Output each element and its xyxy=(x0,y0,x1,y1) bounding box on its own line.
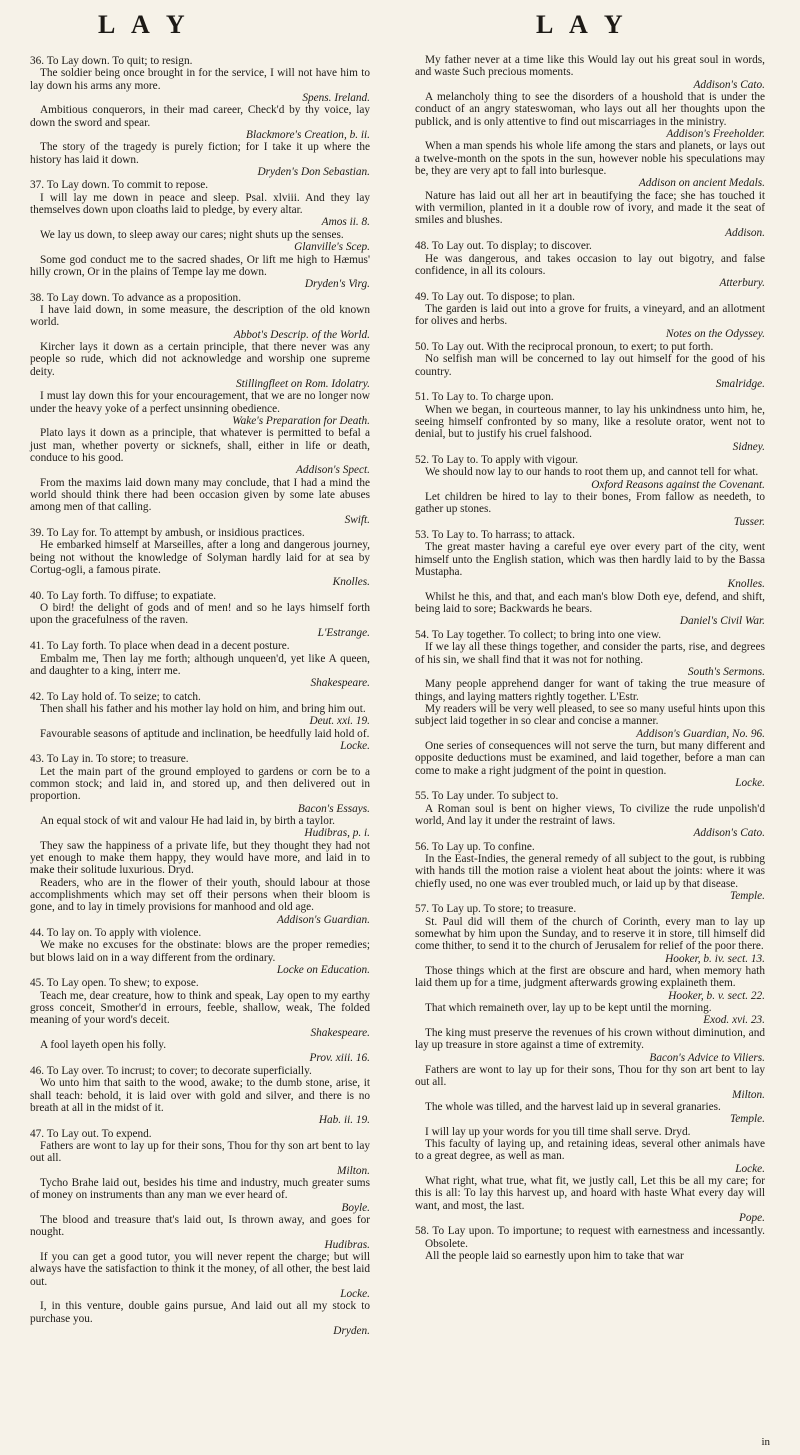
quotation: Readers, who are in the flower of their youth, should labour at those accomplishments which may set off their persons when their bloom is gone, and to lay in timely provisions for manhood and old age. xyxy=(30,876,370,914)
right-column xyxy=(415,54,765,1262)
citation: Addison's Spect. xyxy=(296,464,370,477)
left-column xyxy=(30,54,370,1337)
quotation: My father never at a time like this Would lay out his great soul in words, and waste Such precious moments. xyxy=(415,54,765,79)
quotation: Teach me, dear creature, how to think and speak, Lay open to my earthy gross conceit, Smother'd in errours, feeble, shallow, weak, The folded meaning of your word's deceit. xyxy=(30,989,370,1027)
quotation: This faculty of laying up, and retaining ideas, several other animals have to a great degree, as well as man. xyxy=(415,1137,765,1163)
citation: Smalridge. xyxy=(715,377,765,390)
entry-heading: 49. To Lay out. To dispose; to plan. xyxy=(415,290,575,303)
quotation: Favourable seasons of aptitude and inclination, be heedfully laid hold of. xyxy=(40,727,370,740)
citation: L'Estrange. xyxy=(317,626,370,639)
quotation: We lay us down, to sleep away our cares; night shuts up the senses. xyxy=(40,228,344,241)
quotation: I have laid down, in some measure, the description of the old known world. xyxy=(30,303,370,329)
citation: Knolles. xyxy=(332,576,370,589)
running-head-right: L A Y xyxy=(536,10,629,39)
citation: Shakespeare. xyxy=(310,677,370,690)
citation: Daniel's Civil War. xyxy=(679,615,765,628)
citation: Exod. xvi. 23. xyxy=(703,1014,765,1027)
quotation: Kircher lays it down as a certain principle, that there never was any people so rude, which did not acknowledge and worship one supreme deity. xyxy=(30,340,370,378)
quotation: Then shall his father and his mother lay hold on him, and bring him out. xyxy=(40,702,366,715)
citation: Addison on ancient Medals. xyxy=(638,177,765,190)
quotation: One series of consequences will not serve the turn, but many different and opposite deductions must be examined, and laid together, before a man can come to make a right judgment of the point in question. xyxy=(415,739,765,777)
citation: Temple. xyxy=(729,1113,765,1126)
citation: Wake's Preparation for Death. xyxy=(232,414,370,427)
quotation: That which remaineth over, lay up to be kept until the morning. xyxy=(425,1002,712,1015)
catchword: in xyxy=(761,1436,770,1448)
citation: Locke on Education. xyxy=(276,964,370,977)
entry-heading: 36. To Lay down. To quit; to resign. xyxy=(30,55,193,67)
quotation: Fathers are wont to lay up for their sons, Thou for thy son art bent to lay out all. xyxy=(415,1063,765,1089)
quotation: My readers will be very well pleased, to see so many useful hints upon this subject laid together in so clear and concise a manner. xyxy=(415,702,765,728)
citation: Addison's Freeholder. xyxy=(666,128,765,141)
citation: Milton. xyxy=(732,1088,765,1101)
citation: Dryden's Don Sebastian. xyxy=(257,166,370,179)
citation: Knolles. xyxy=(727,578,765,591)
entry-heading: 52. To Lay to. To apply with vigour. xyxy=(415,454,579,466)
quotation: The garden is laid out into a grove for fruits, a vineyard, and an allotment for olives and herbs. xyxy=(415,302,765,328)
citation: Bacon's Advice to Viliers. xyxy=(649,1051,765,1064)
citation: Addison's Guardian, No. 96. xyxy=(636,727,765,740)
quotation: Those things which at the first are obscure and hard, when memory hath laid them up for a time, judgment afterwards growing explaineth them. xyxy=(415,965,765,990)
citation: Glanville's Scep. xyxy=(294,241,370,254)
quotation: Tycho Brahe laid out, besides his time and industry, much greater sums of money on instruments than any man we ever heard of. xyxy=(30,1176,370,1202)
quotation: Let the main part of the ground employed to gardens or corn be to a common stock; and laid in, and stored up, and then delivered out in proportion. xyxy=(30,765,370,803)
quotation: I will lay me down in peace and sleep. Psal. xlviii. And they lay themselves down upon cloaths laid to pledge, by every altar. xyxy=(30,191,370,217)
entry-heading: 55. To Lay under. To subject to. xyxy=(415,790,559,803)
quotation: Many people apprehend danger for want of taking the true measure of things, and laying matters rightly together. L'Estr. xyxy=(415,678,765,703)
quotation: We should now lay to our hands to root them up, and cannot tell for what. xyxy=(425,466,759,479)
quotation: They saw the happiness of a private life, but they thought they had not yet enough to make them happy, they would have more, and laid in to make their solitude luxurious. Dryd. xyxy=(30,839,370,877)
citation: Prov. xiii. 16. xyxy=(309,1051,370,1064)
quotation: He was dangerous, and takes occasion to lay out bigotry, and false confidence, in all its colours. xyxy=(415,252,765,277)
entry-heading: 46. To Lay over. To incrust; to cover; to decorate superficially. xyxy=(30,1064,312,1077)
citation: Sidney. xyxy=(732,440,765,453)
quotation: I will lay up your words for you till time shall serve. Dryd. xyxy=(425,1125,691,1138)
quotation: All the people laid so earnestly upon him to take that war xyxy=(425,1250,684,1262)
entry-heading: 53. To Lay to. To harrass; to attack. xyxy=(415,529,575,542)
quotation: An equal stock of wit and valour He had laid in, by birth a taylor. xyxy=(40,814,335,827)
citation: Temple. xyxy=(729,890,765,903)
citation: Notes on the Odyssey. xyxy=(665,327,765,340)
entry-heading: 40. To Lay forth. To diffuse; to expatiate. xyxy=(30,589,217,602)
quotation: A fool layeth open his folly. xyxy=(40,1039,167,1052)
citation: Stillingfleet on Rom. Idolatry. xyxy=(236,377,370,390)
citation: Hudibras. xyxy=(324,1238,370,1251)
quotation: St. Paul did will them of the church of Corinth, every man to lay up somewhat by him upon the Sunday, and to reserve it in store, till himself did come thither, to send it to the church of Jerusalem for relief of the poor there. xyxy=(415,915,765,953)
citation: South's Sermons. xyxy=(687,665,765,678)
quotation: A melancholy thing to see the disorders of a houshold that is under the conduct of an angry stateswoman, who lays out all her thoughts upon the publick, and is only attentive to find out miscarriages in the ministry. xyxy=(415,91,765,128)
citation: Locke. xyxy=(735,776,765,789)
citation: Deut. xxi. 19. xyxy=(309,715,370,728)
quotation: Wo unto him that saith to the wood, awake; to the dumb stone, arise, it shall teach: behold, it is laid over with gold and silver, and there is no breath at all in the midst of it. xyxy=(30,1077,370,1114)
quotation: The story of the tragedy is purely fiction; for I take it up where the history has laid it down. xyxy=(30,141,370,166)
quotation: When we began, in courteous manner, to lay his unkindness unto him, he, seeing himself confronted by so many, like a resolute orator, went not to denial, but to justify his cruel falshood. xyxy=(415,403,765,441)
entry-heading: 38. To Lay down. To advance as a proposition. xyxy=(30,291,242,304)
citation: Addison's Guardian. xyxy=(276,913,370,926)
quotation: In the East-Indies, the general remedy of all subject to the gout, is rubbing with hands till the motion raise a violent heat about the joints: where it was chiefly used, no one was ever troubled much, or laid up by that disease. xyxy=(415,853,765,890)
quotation: Whilst he this, and that, and each man's blow Doth eye, defend, and shift, being laid to sore; Backwards he bears. xyxy=(415,590,765,616)
quotation: He embarked himself at Marseilles, after a long and dangerous journey, being not without the knowledge of Solyman hardly laid for at sea by Cortug-ogli, a famous pirate. xyxy=(30,539,370,577)
citation: Spens. Ireland. xyxy=(302,92,370,105)
quotation: Fathers are wont to lay up for their sons, Thou for thy son art bent to lay out all. xyxy=(30,1139,370,1165)
quotation: We make no excuses for the obstinate: blows are the proper remedies; but blows laid on in a way different from the ordinary. xyxy=(30,939,370,964)
citation: Dryden's Virg. xyxy=(304,278,370,291)
citation: Locke. xyxy=(340,739,370,752)
citation: Boyle. xyxy=(341,1201,370,1214)
entry-heading: 37. To Lay down. To commit to repose. xyxy=(30,179,209,192)
entry-heading: 58. To Lay upon. To importune; to request with earnestness and incessantly. Obsolete. xyxy=(415,1225,765,1250)
citation: Addison's Cato. xyxy=(693,827,765,840)
quotation: If we lay all these things together, and consider the parts, rise, and degrees of his sin, we shall find that it was not for nothing. xyxy=(415,641,765,666)
entry-heading: 44. To lay on. To apply with violence. xyxy=(30,927,202,940)
citation: Locke. xyxy=(340,1288,370,1301)
quotation: Some god conduct me to the sacred shades, Or lift me high to Hæmus' hilly crown, Or in the plains of Tempe lay me down. xyxy=(30,253,370,278)
citation: Amos ii. 8. xyxy=(321,216,370,229)
entry-heading: 54. To Lay together. To collect; to bring into one view. xyxy=(415,628,662,641)
entry-heading: 50. To Lay out. With the reciprocal pronoun, to exert; to put forth. xyxy=(415,340,714,353)
entry-heading: 47. To Lay out. To expend. xyxy=(30,1127,152,1140)
quotation: The great master having a careful eye over every part of the city, went himself unto the English station, which was then hardly laid to by the Bassa Mustapha. xyxy=(415,541,765,579)
citation: Bacon's Essays. xyxy=(297,802,370,815)
citation: Abbot's Descrip. of the World. xyxy=(233,328,370,341)
citation: Shakespeare. xyxy=(310,1026,370,1039)
quotation: Embalm me, Then lay me forth; although unqueen'd, yet like A queen, and daughter to a king, interr me. xyxy=(30,652,370,677)
citation: Addison. xyxy=(725,226,765,239)
citation: Dryden. xyxy=(333,1325,370,1338)
citation: Pope. xyxy=(738,1211,765,1224)
quotation: Ambitious conquerors, in their mad career, Check'd by thy voice, lay down the sword and spear. xyxy=(30,104,370,129)
entry-heading: 39. To Lay for. To attempt by ambush, or insidious practices. xyxy=(30,527,305,540)
citation: Hooker, b. iv. sect. 13. xyxy=(665,952,765,965)
quotation: The soldier being once brought in for the service, I will not have him to lay down his arms any more. xyxy=(30,67,370,92)
entry-heading: 56. To Lay up. To confine. xyxy=(415,840,535,853)
quotation: If you can get a good tutor, you will never repent the charge; but will always have the satisfaction to think it the money, of all other, the best laid out. xyxy=(30,1251,370,1288)
entry-heading: 51. To Lay to. To charge upon. xyxy=(415,391,554,404)
citation: Hooker, b. v. sect. 22. xyxy=(668,989,765,1002)
citation: Blackmore's Creation, b. ii. xyxy=(246,129,370,142)
citation: Addison's Cato. xyxy=(693,78,765,91)
quotation: No selfish man will be concerned to lay out himself for the good of his country. xyxy=(415,353,765,378)
quotation: From the maxims laid down many may conclude, that I had a mind the world should think there had been occasion given by some late abuses among men of that calling. xyxy=(30,476,370,514)
quotation: I, in this venture, double gains pursue, And laid out all my stock to purchase you. xyxy=(30,1300,370,1325)
quotation: Nature has laid out all her art in beautifying the face; she has touched it with vermilion, planted in it a double row of ivory, and made it the seat of smiles and blushes. xyxy=(415,189,765,227)
citation: Swift. xyxy=(344,513,370,526)
quotation: O bird! the delight of gods and of men! and so he lays himself forth upon the gracefulness of the raven. xyxy=(30,602,370,627)
quotation: A Roman soul is bent on higher views, To civilize the rude unpolish'd world, And lay it under the restraint of laws. xyxy=(415,802,765,827)
entry-heading: 43. To Lay in. To store; to treasure. xyxy=(30,753,189,766)
citation: Oxford Reasons against the Covenant. xyxy=(591,478,765,491)
citation: Atterbury. xyxy=(719,277,765,290)
citation: Locke. xyxy=(735,1162,765,1175)
citation: Hudibras, p. i. xyxy=(304,827,370,840)
quotation: What right, what true, what fit, we justly call, Let this be all my care; for this is all: To lay this harvest up, and hoard with haste What every day will want, and most, the last. xyxy=(415,1174,765,1212)
quotation: Let children be hired to lay to their bones, From fallow as needeth, to gather up stones. xyxy=(415,491,765,516)
quotation: I must lay down this for your encouragement, that we are no longer now under the heavy yoke of a perfect unsinning obedience. xyxy=(30,390,370,415)
quotation: The whole was tilled, and the harvest laid up in several granaries. xyxy=(425,1100,721,1113)
citation: Milton. xyxy=(337,1164,370,1177)
running-head-left: L A Y xyxy=(98,10,191,39)
quotation: The blood and treasure that's laid out, Is thrown away, and goes for nought. xyxy=(30,1213,370,1239)
quotation: When a man spends his whole life among the stars and planets, or lays out a twelve-month on the spots in the sun, however noble his speculations may be, they are very apt to fall into burlesque. xyxy=(415,140,765,178)
entry-heading: 42. To Lay hold of. To seize; to catch. xyxy=(30,690,201,703)
entry-heading: 41. To Lay forth. To place when dead in a decent posture. xyxy=(30,640,290,653)
entry-heading: 45. To Lay open. To shew; to expose. xyxy=(30,977,199,990)
quotation: Plato lays it down as a principle, that whatever is permitted to befal a just man, whether poverty or sicknefs, shall, either in life or death, conduce to his good. xyxy=(30,427,370,464)
citation: Hab. ii. 19. xyxy=(318,1114,370,1127)
quotation: The king must preserve the revenues of his crown without diminution, and lay up treasure in store against a time of extremity. xyxy=(415,1026,765,1052)
entry-heading: 57. To Lay up. To store; to treasure. xyxy=(415,903,577,916)
entry-heading: 48. To Lay out. To display; to discover. xyxy=(415,240,592,253)
citation: Tusser. xyxy=(733,515,765,528)
